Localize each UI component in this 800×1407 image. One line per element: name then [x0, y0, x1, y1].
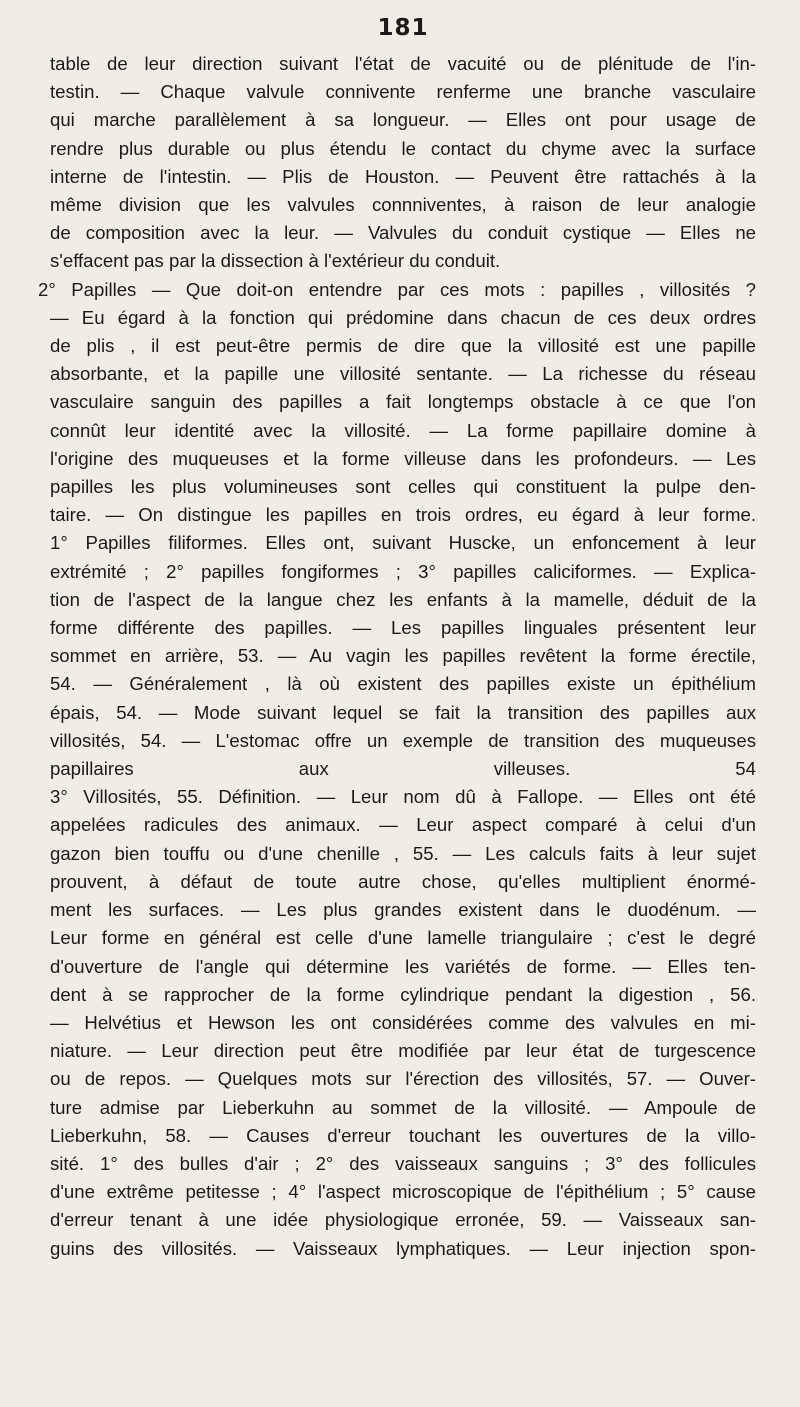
text-line: Lieberkuhn, 58. — Causes d'erreur touchant les ouvertures de la villo- — [50, 1124, 756, 1146]
text-line: rendre plus durable ou plus étendu le contact du chyme avec la surface — [50, 137, 756, 159]
text-line: sommet en arrière, 53. — Au vagin les papilles revêtent la forme érectile, — [50, 645, 756, 667]
text-line: niature. — Leur direction peut être modifiée par leur état de turgescence — [50, 1040, 756, 1062]
text-line: table de leur direction suivant l'état de vacuité ou de plénitude de l'in- — [50, 53, 756, 74]
text-line: absorbante, et la papille une villosité sentante. — La richesse du réseau — [50, 363, 756, 385]
text-line: connût leur identité avec la villosité. — La forme papillaire domine à — [50, 419, 756, 441]
text-line: d'erreur tenant à une idée physiologique erronée, 59. — Vaisseaux san- — [50, 1209, 756, 1231]
text-line: ou de repos. — Quelques mots sur l'érection des villosités, 57. — Ouver- — [50, 1068, 756, 1090]
text-line: même division que les valvules connniventes, à raison de leur analogie — [50, 194, 756, 216]
text-line: s'effacent pas par la dissection à l'extérieur du conduit. — [50, 250, 501, 272]
text-line: guins des villosités. — Vaisseaux lymphatiques. — Leur injection spon- — [50, 1237, 756, 1259]
text-line: d'une extrême petitesse ; 4° l'aspect microscopique de l'épithélium ; 5° cause — [50, 1181, 756, 1203]
text-line: gazon bien touffu ou d'une chenille , 55. — Les calculs faits à leur sujet — [50, 842, 756, 864]
text-line: papilles les plus volumineuses sont celles qui constituent la pulpe den- — [50, 476, 756, 498]
text-line: papillaires aux villeuses. 54 — [50, 758, 756, 780]
section-heading-villosites: 3° Villosités, 55. Définition. — Leur nom dû à Fallope. — Elles ont été — [50, 786, 756, 808]
text-line: villosités, 54. — L'estomac offre un exemple de transition des muqueuses — [50, 729, 756, 751]
text-line: — Helvétius et Hewson les ont considérées comme des valvules en mi- — [50, 1011, 756, 1033]
text-line: ment les surfaces. — Les plus grandes existent dans le duodénum. — — [50, 899, 756, 921]
text-line: — Eu égard à la fonction qui prédomine dans chacun de ces deux ordres — [50, 306, 756, 328]
text-line: l'origine des muqueuses et la forme villeuse dans les profondeurs. — Les — [50, 447, 756, 469]
text-line: dent à se rapprocher de la forme cylindrique pendant la digestion , 56. — [50, 983, 756, 1005]
text-line: prouvent, à défaut de toute autre chose, qu'elles multiplient énormé- — [50, 870, 756, 892]
text-line: Leur forme en général est celle d'une lamelle triangulaire ; c'est le degré — [50, 927, 756, 949]
table-of-contents-text — [38, 50, 756, 1263]
section-heading-papilles: 2° Papilles — Que doit-on entendre par ces mots : papilles , villosités ? — [38, 278, 756, 300]
text-line: taire. — On distingue les papilles en trois ordres, eu égard à leur forme. — [50, 504, 756, 526]
text-line: testin. — Chaque valvule connivente renferme une branche vasculaire — [50, 81, 756, 103]
text-line: forme différente des papilles. — Les papilles linguales présentent leur — [50, 617, 756, 639]
text-line: sité. 1° des bulles d'air ; 2° des vaisseaux sanguins ; 3° des follicules — [50, 1152, 756, 1174]
text-line: de composition avec la leur. — Valvules du conduit cystique — Elles ne — [50, 222, 756, 244]
text-line: 54. — Généralement , là où existent des papilles existe un épithélium — [50, 673, 756, 695]
text-line: épais, 54. — Mode suivant lequel se fait la transition des papilles aux — [50, 701, 756, 723]
text-line: 1° Papilles filiformes. Elles ont, suivant Huscke, un enfoncement à leur — [50, 532, 756, 554]
text-line: interne de l'intestin. — Plis de Houston. — Peuvent être rattachés à la — [50, 165, 756, 187]
text-line: tion de l'aspect de la langue chez les enfants à la mamelle, déduit de la — [50, 588, 756, 610]
page-number: 181 — [377, 15, 429, 41]
text-line: extrémité ; 2° papilles fongiformes ; 3° papilles caliciformes. — Explica- — [50, 560, 756, 582]
text-line: de plis , il est peut-être permis de dire que la villosité est une papille — [50, 335, 756, 357]
text-line: vasculaire sanguin des papilles a fait longtemps obstacle à ce que l'on — [50, 391, 756, 413]
text-line: ture admise par Lieberkuhn au sommet de la villosité. — Ampoule de — [50, 1096, 756, 1118]
text-line: d'ouverture de l'angle qui détermine les variétés de forme. — Elles ten- — [50, 955, 756, 977]
text-line: qui marche parallèlement à sa longueur. — Elles ont pour usage de — [50, 109, 756, 131]
text-line: appelées radicules des animaux. — Leur aspect comparé à celui d'un — [50, 814, 756, 836]
